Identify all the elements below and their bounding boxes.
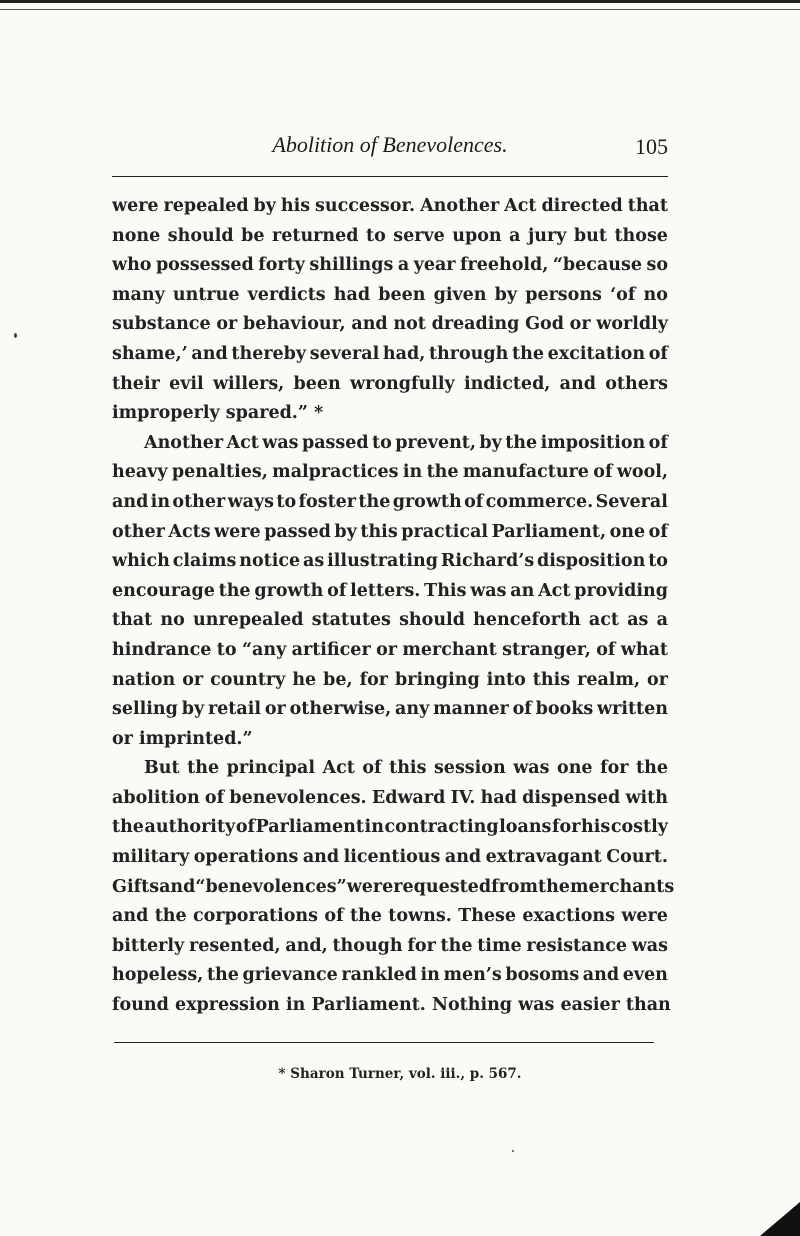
word: the <box>154 906 187 927</box>
word: upon <box>452 225 502 246</box>
word: Edward <box>371 787 446 808</box>
word: of <box>648 343 668 364</box>
text-line: improperly spared.” * <box>112 403 324 424</box>
margin-speck <box>512 1150 514 1152</box>
word: who <box>112 255 152 276</box>
word: by <box>334 521 357 542</box>
word: Act <box>322 758 355 779</box>
word: to <box>216 639 237 660</box>
word: But <box>144 758 180 779</box>
word: Gifts <box>112 876 160 897</box>
word: Parliament, <box>491 521 607 542</box>
word: bosoms <box>505 965 580 986</box>
word: or <box>182 669 204 690</box>
word: given <box>433 284 487 305</box>
word: resistance <box>526 935 627 956</box>
word: claims <box>172 551 237 572</box>
word: of <box>512 699 532 720</box>
word: indicted, <box>463 373 551 394</box>
word: ‘of <box>610 284 636 305</box>
word: and <box>582 965 620 986</box>
word: to <box>648 551 668 572</box>
word: his <box>581 817 611 838</box>
word: requested <box>393 876 492 897</box>
word: licentious <box>343 847 441 868</box>
text-line: found expression in Parliament. Nothing was easier than <box>112 995 671 1016</box>
word: Court. <box>606 847 668 868</box>
word: be <box>241 225 265 246</box>
word: costly <box>610 817 668 838</box>
word: but <box>573 225 607 246</box>
word: several <box>309 343 380 364</box>
word: thereby <box>231 343 307 364</box>
word: others <box>605 373 668 394</box>
word: Several <box>595 491 668 512</box>
word: and <box>191 343 228 364</box>
word: stranger, <box>502 639 591 660</box>
word: Act <box>538 580 571 601</box>
word: the <box>218 580 251 601</box>
word: year <box>413 255 456 276</box>
word: or <box>264 699 286 720</box>
text-line <box>112 873 675 903</box>
text-line <box>112 932 668 962</box>
word: was <box>470 580 507 601</box>
word: a <box>509 225 521 246</box>
word: manner <box>433 699 509 720</box>
word: military <box>112 847 190 868</box>
word: successor. <box>315 196 416 216</box>
word: passed <box>301 432 369 453</box>
word: encourage <box>112 580 215 601</box>
word: of <box>235 817 256 838</box>
footnote: * Sharon Turner, vol. iii., p. 567. <box>278 1066 522 1082</box>
word: These <box>458 906 517 927</box>
word: merchant <box>402 639 497 660</box>
word: books <box>535 699 594 720</box>
word: illustrating <box>327 551 438 572</box>
word: that <box>112 610 153 631</box>
text-line <box>112 192 668 222</box>
word: realm, <box>577 669 641 690</box>
word: retail <box>207 699 262 720</box>
header-rule <box>112 176 668 177</box>
word: shillings <box>309 255 394 276</box>
text-line <box>112 310 668 340</box>
word: no <box>643 284 668 305</box>
word: substance <box>112 314 211 335</box>
word: unrepealed <box>193 610 304 631</box>
text-line <box>112 281 668 311</box>
word: in <box>364 817 384 838</box>
word: and <box>444 847 482 868</box>
word: even <box>622 965 668 986</box>
text-line <box>112 340 668 370</box>
word: ways <box>227 491 275 512</box>
word: that <box>627 196 668 216</box>
text-line <box>112 843 668 873</box>
word: otherwise, <box>289 699 392 720</box>
word: he <box>292 669 317 690</box>
word: the <box>505 432 538 453</box>
word: had <box>333 284 371 305</box>
word: the <box>426 462 459 483</box>
word: the <box>112 817 144 838</box>
word: by <box>479 432 502 453</box>
text-line <box>112 636 668 666</box>
word: Richard’s <box>440 551 535 572</box>
word: This <box>424 580 467 601</box>
word: Act <box>504 196 537 216</box>
word: into <box>486 669 526 690</box>
text-line <box>112 222 668 252</box>
word: Parliament <box>255 817 364 838</box>
word: foster <box>298 491 357 512</box>
word: this <box>360 521 398 542</box>
word: an <box>510 580 535 601</box>
word: wrongfully <box>350 373 455 394</box>
word: imposition <box>540 432 646 453</box>
word: freehold, <box>460 255 549 276</box>
word: or <box>569 314 591 335</box>
word: principal <box>226 758 315 779</box>
text-line <box>112 251 668 281</box>
word: dispensed <box>522 787 621 808</box>
word: manufacture <box>462 462 589 483</box>
word: were <box>214 521 261 542</box>
word: their <box>112 373 160 394</box>
word: henceforth <box>473 610 581 631</box>
word: forty <box>258 255 305 276</box>
word: Another <box>144 432 224 453</box>
text-line <box>112 813 668 843</box>
word: evil <box>169 373 204 394</box>
word: the <box>636 758 668 779</box>
text-line <box>112 754 668 784</box>
text-line <box>112 961 668 991</box>
word: practical <box>401 521 489 542</box>
running-title: Abolition of Benevolences. <box>272 132 508 157</box>
word: had, <box>382 343 426 364</box>
word: not <box>393 314 426 335</box>
word: resented, <box>188 935 281 956</box>
text-line <box>112 458 668 488</box>
word: the <box>206 965 239 986</box>
word: in <box>420 965 440 986</box>
word: prevent, <box>395 432 476 453</box>
word: directed <box>541 196 623 216</box>
text-line <box>112 666 668 696</box>
word: though <box>332 935 403 956</box>
word: one <box>557 758 593 779</box>
word: should <box>399 610 465 631</box>
word: behaviour, <box>242 314 346 335</box>
word: this <box>532 669 571 690</box>
word: other <box>112 521 165 542</box>
word: for <box>359 669 389 690</box>
word: dreading <box>431 314 520 335</box>
word: merchants <box>569 876 675 897</box>
word: and <box>159 876 196 897</box>
word: selling <box>112 699 178 720</box>
word: for <box>552 817 581 838</box>
word: the <box>440 935 473 956</box>
text-line <box>112 547 668 577</box>
word: many <box>112 284 165 305</box>
word: of <box>362 758 382 779</box>
word: and <box>112 491 149 512</box>
word: and <box>559 373 596 394</box>
word: and <box>351 314 388 335</box>
word: letters. <box>350 580 421 601</box>
word: “any <box>241 639 287 660</box>
word: bringing <box>395 669 480 690</box>
text-line <box>112 606 668 636</box>
word: the <box>512 343 544 364</box>
word: rankled <box>341 965 417 986</box>
word: willers, <box>212 373 285 394</box>
word: grievance <box>242 965 338 986</box>
word: other <box>172 491 226 512</box>
word: this <box>389 758 427 779</box>
word: nation <box>112 669 176 690</box>
text-line <box>112 902 668 932</box>
word: “because <box>552 255 642 276</box>
word: statutes <box>311 610 391 631</box>
word: disposition <box>537 551 646 572</box>
word: of <box>596 639 616 660</box>
word: by <box>494 284 518 305</box>
text-line <box>112 577 668 607</box>
word: and <box>302 847 340 868</box>
word: should <box>167 225 234 246</box>
word: the <box>349 906 382 927</box>
word: was <box>513 758 550 779</box>
word: Acts <box>168 521 211 542</box>
word: time <box>477 935 522 956</box>
word: a <box>656 610 668 631</box>
page-number: 105 <box>635 134 668 159</box>
word: for <box>600 758 629 779</box>
text-line <box>112 518 668 548</box>
word: be, <box>323 669 353 690</box>
word: loans <box>499 817 552 838</box>
word: artificer <box>291 639 371 660</box>
word: heavy <box>112 462 168 483</box>
word: one <box>609 521 646 542</box>
word: authority <box>144 817 236 838</box>
word: were <box>621 906 668 927</box>
word: his <box>280 196 311 216</box>
word: in <box>402 462 423 483</box>
word: been <box>378 284 426 305</box>
word: by <box>253 196 276 216</box>
word: none <box>112 225 161 246</box>
word: verdicts <box>247 284 326 305</box>
word: to <box>365 225 386 246</box>
word: bitterly <box>112 935 185 956</box>
word: to <box>372 432 392 453</box>
word: jury <box>527 225 567 246</box>
word: was <box>631 935 668 956</box>
word: abolition <box>112 787 200 808</box>
word: the <box>187 758 220 779</box>
word: or <box>376 639 397 660</box>
word: had <box>480 787 517 808</box>
word: of <box>648 432 668 453</box>
word: of <box>204 787 225 808</box>
word: God <box>525 314 564 335</box>
word: or <box>647 669 668 690</box>
word: exactions <box>522 906 615 927</box>
body-text <box>112 192 675 1021</box>
word: untrue <box>172 284 240 305</box>
word: of <box>464 491 484 512</box>
word: and <box>112 906 149 927</box>
word: was <box>262 432 299 453</box>
page-corner <box>760 1202 800 1236</box>
word: with <box>625 787 668 808</box>
text-line: or imprinted.” <box>112 728 253 749</box>
word: the <box>358 491 391 512</box>
word: in <box>150 491 171 512</box>
word: for <box>407 935 436 956</box>
word: by <box>181 699 205 720</box>
word: the <box>538 876 570 897</box>
word: serve <box>393 225 445 246</box>
word: possessed <box>155 255 254 276</box>
word: Another <box>420 196 500 216</box>
word: were <box>346 876 394 897</box>
word: growth <box>392 491 462 512</box>
word: extravagant <box>485 847 602 868</box>
word: wool, <box>616 462 668 483</box>
word: to <box>276 491 297 512</box>
word: penalties, <box>171 462 268 483</box>
word: returned <box>272 225 359 246</box>
word: act <box>588 610 619 631</box>
word: country <box>210 669 286 690</box>
word: or <box>216 314 238 335</box>
word: of <box>648 521 668 542</box>
text-line <box>112 488 668 518</box>
word: a <box>397 255 410 276</box>
word: been <box>293 373 341 394</box>
word: IV. <box>450 787 476 808</box>
word: persons <box>525 284 602 305</box>
text-line <box>112 784 668 814</box>
word: men’s <box>443 965 502 986</box>
word: passed <box>264 521 331 542</box>
word: of <box>327 580 347 601</box>
margin-speck <box>14 333 17 338</box>
word: benevolences. <box>229 787 367 808</box>
top-border <box>0 0 800 10</box>
word: hindrance <box>112 639 212 660</box>
word: those <box>614 225 668 246</box>
word: were <box>112 196 159 216</box>
word: what <box>620 639 668 660</box>
word: corporations <box>193 906 319 927</box>
word: which <box>112 551 170 572</box>
word: as <box>627 610 649 631</box>
word: worldly <box>596 314 668 335</box>
word: shame,’ <box>112 343 188 364</box>
word: “benevolences” <box>195 876 347 897</box>
word: of <box>593 462 613 483</box>
text-line <box>112 695 668 725</box>
word: growth <box>254 580 324 601</box>
word: written <box>597 699 668 720</box>
word: commerce. <box>485 491 594 512</box>
word: so <box>646 255 668 276</box>
word: from <box>491 876 538 897</box>
word: Act <box>226 432 259 453</box>
word: any <box>395 699 430 720</box>
word: providing <box>574 580 668 601</box>
word: towns. <box>388 906 452 927</box>
word: and, <box>285 935 328 956</box>
word: no <box>160 610 185 631</box>
word: repealed <box>163 196 249 216</box>
word: hopeless, <box>112 965 204 986</box>
word: of <box>324 906 344 927</box>
word: malpractices <box>272 462 399 483</box>
footnote-rule <box>114 1042 654 1043</box>
word: as <box>303 551 325 572</box>
word: operations <box>193 847 299 868</box>
word: notice <box>239 551 301 572</box>
word: session <box>433 758 506 779</box>
word: excitation <box>547 343 646 364</box>
text-line <box>112 429 668 459</box>
word: through <box>428 343 509 364</box>
word: contracting <box>384 817 499 838</box>
running-header <box>112 132 668 166</box>
text-line <box>112 370 668 400</box>
